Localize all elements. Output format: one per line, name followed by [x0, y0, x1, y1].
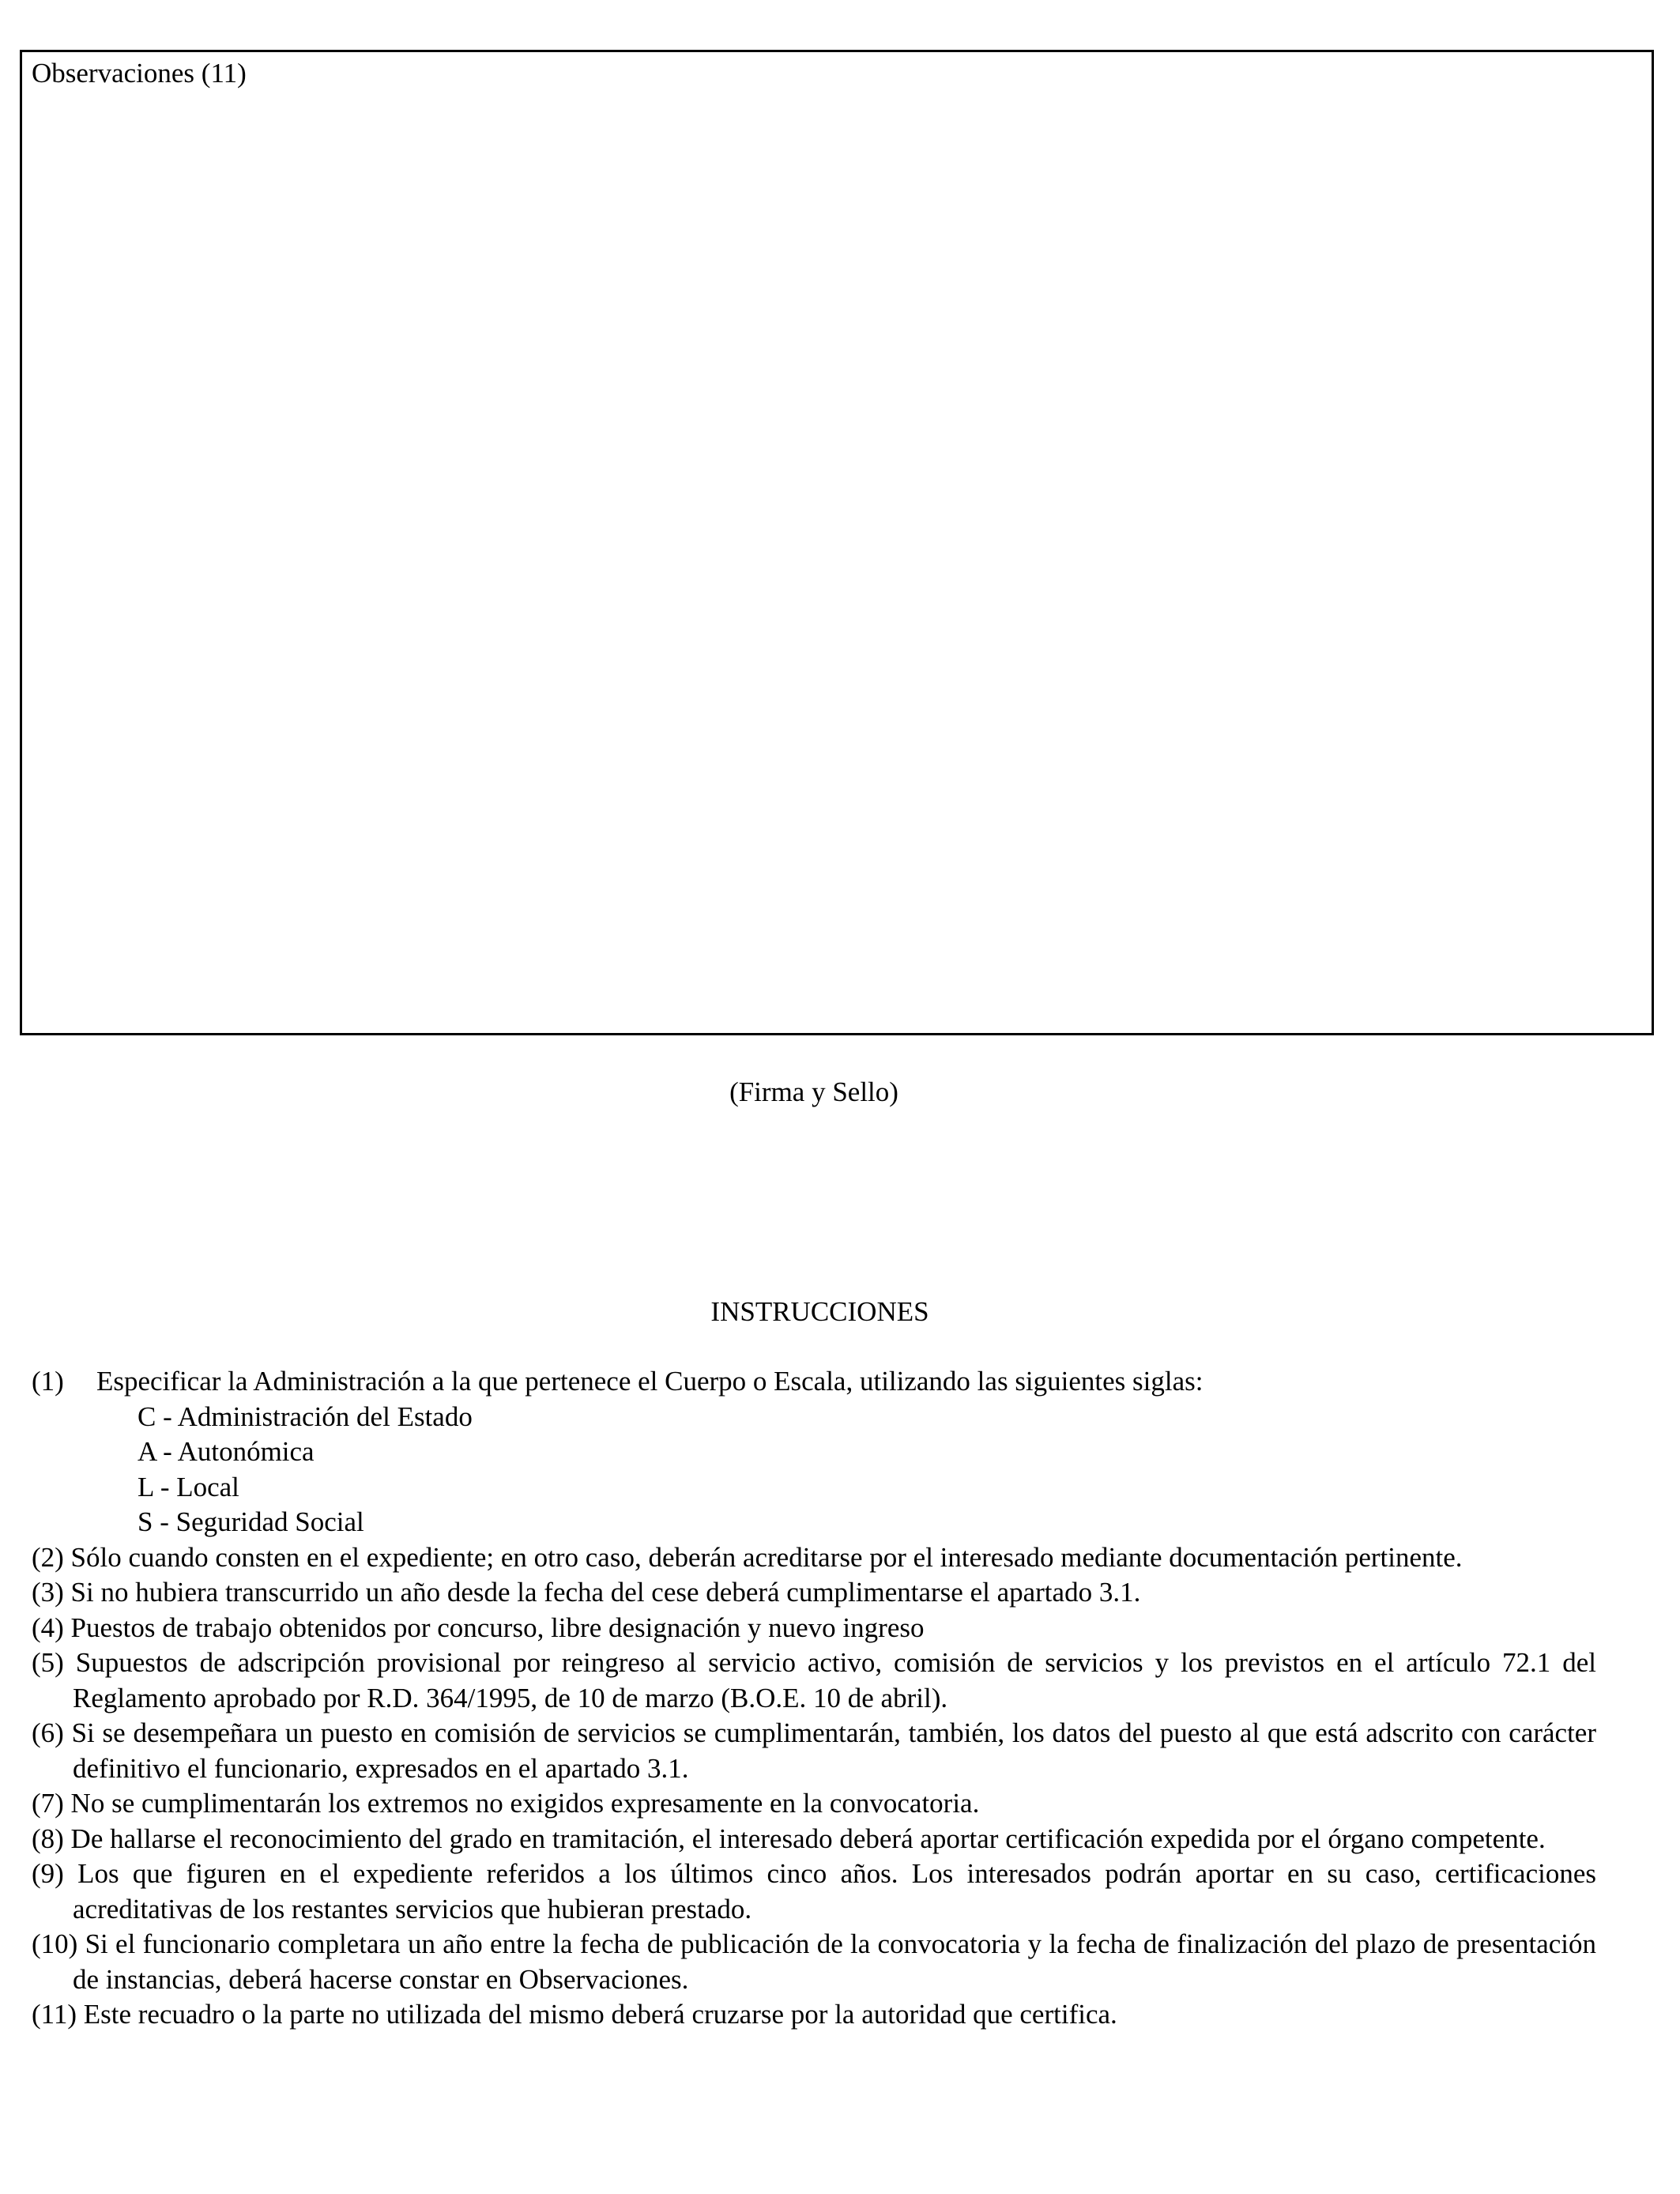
observaciones-label: Observaciones (11) [32, 58, 247, 89]
instrucciones-title: INSTRUCCIONES [710, 1296, 929, 1327]
sigla-item: A - Autonómica [137, 1436, 315, 1467]
instruccion-item-3: (3) Si no hubiera transcurrido un año desde la fecha del cese deberá cumplimentarse el apartado 3.1. [32, 1577, 1141, 1608]
instruccion-item-1 [32, 1364, 1596, 1400]
instruccion-item-8: (8) De hallarse el reconocimiento del grado en tramitación, el interesado deberá aportar certificación expedida por el órgano competente. [32, 1823, 1546, 1854]
instruccion-text: Especificar la Administración a la que pertenece el Cuerpo o Escala, utilizando las siguientes siglas: [96, 1366, 1203, 1397]
instrucciones-list [32, 1364, 1596, 2033]
instruccion-item-6: (6) Si se desempeñara un puesto en comisión de servicios se cumplimentarán, también, los datos del puesto al que está adscrito con carácter definitivo el funcionario, expresados en el apartado 3.1. [32, 1717, 1596, 1784]
firma-y-sello-label: (Firma y Sello) [729, 1076, 898, 1107]
observaciones-box [20, 50, 1654, 1035]
instruccion-item-10: (10) Si el funcionario completara un año entre la fecha de publicación de la convocatoria y la fecha de finalización del plazo de presentación de instancias, deberá hacerse constar en Observaciones. [32, 1928, 1596, 1995]
instruccion-item-11: (11) Este recuadro o la parte no utilizada del mismo deberá cruzarse por la autoridad que certifica. [32, 1999, 1117, 2030]
instruccion-item-5: (5) Supuestos de adscripción provisional por reingreso al servicio activo, comisión de servicios y los previstos en el artículo 72.1 del Reglamento aprobado por R.D. 364/1995, de 10 de marzo (B.O.E. 10 de abril). [32, 1647, 1596, 1713]
instruccion-item-7: (7) No se cumplimentarán los extremos no exigidos expresamente en la convocatoria. [32, 1788, 980, 1819]
instruccion-item-2: (2) Sólo cuando consten en el expediente; en otro caso, deberán acreditarse por el interesado mediante documentación pertinente. [32, 1541, 1463, 1573]
sigla-item: L - Local [137, 1471, 239, 1502]
instruccion-item-9: (9) Los que figuren en el expediente referidos a los últimos cinco años. Los interesados podrán aportar en su caso, certificaciones acreditativas de los restantes servicios que hubieran prestado. [32, 1858, 1596, 1924]
instruccion-item-4: (4) Puestos de trabajo obtenidos por concurso, libre designación y nuevo ingreso [32, 1612, 925, 1643]
sigla-item: C - Administración del Estado [137, 1400, 473, 1432]
instruccion-number: (1) [32, 1366, 64, 1397]
sigla-item: S - Seguridad Social [137, 1506, 364, 1537]
